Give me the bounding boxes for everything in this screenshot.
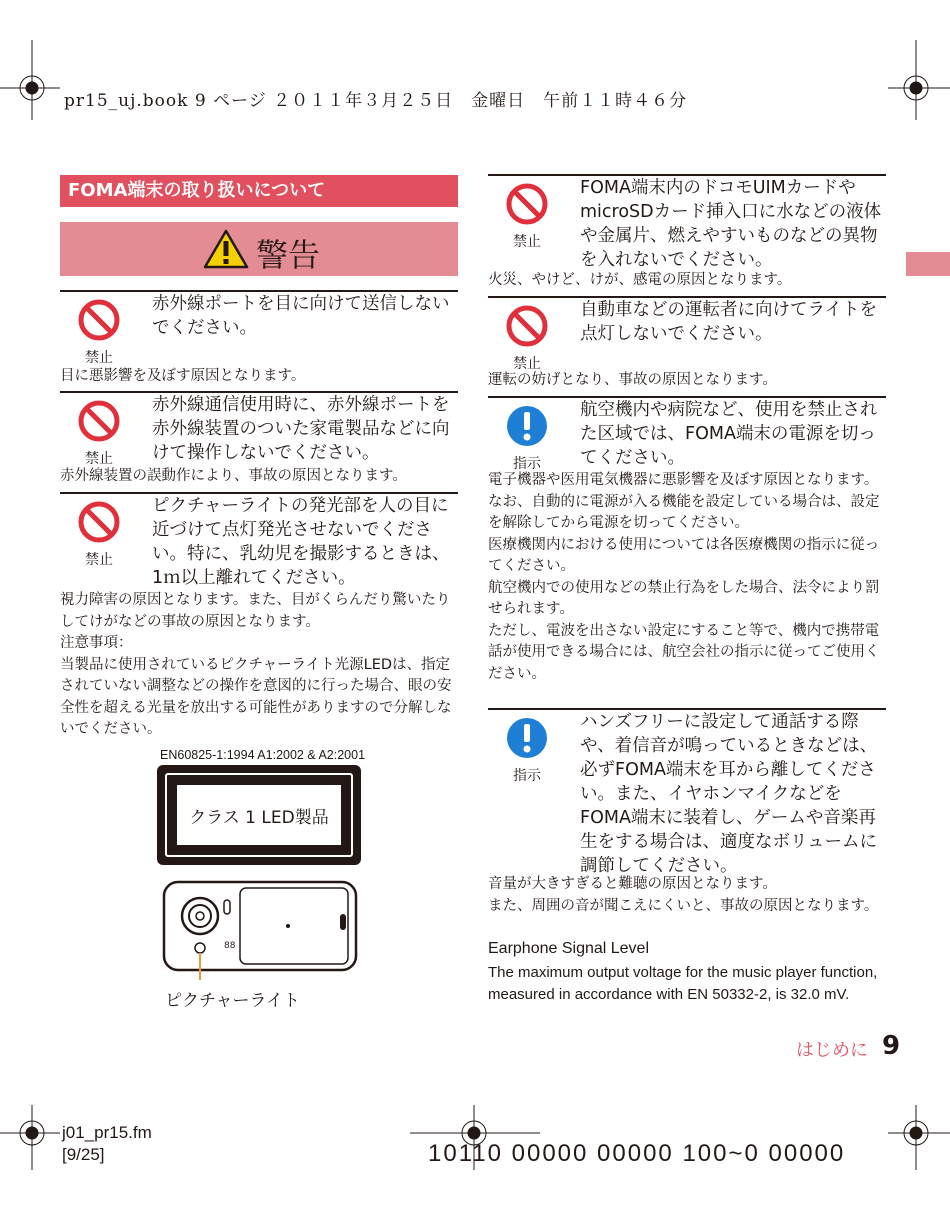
icon-label: 禁止	[85, 350, 113, 366]
icon-label: 禁止	[85, 451, 113, 467]
caution-heading: ハンズフリーに設定して通話する際や、着信音が鳴っているときなどは、必ずFOMA端末を耳から離してください。また、イヤホンマイクなどをFOMA端末に装着し、ゲームや音楽再生をする場合は、適度なボリュームに調節してください。	[580, 712, 878, 876]
caution-note: 運転の妨げとなり、事故の原因となります。	[488, 372, 777, 388]
footer-pages: [9/25]	[62, 1145, 105, 1164]
icon-label: 禁止	[513, 356, 541, 372]
caution-note	[488, 470, 888, 685]
caution-heading: 航空機内や病院など、使用を禁止された区域では、FOMA端末の電源を切ってください。	[580, 400, 878, 468]
note-line: 視力障害の原因となります。また、目がくらんだり驚いたりしてけがなどの事故の原因となります。	[60, 592, 451, 630]
caution-heading: 赤外線ポートを目に向けて送信しないでください。	[152, 294, 450, 338]
note-line: 電子機器や医用電気機器に悪影響を及ぼす原因となります。	[488, 472, 879, 488]
prohibition-icon	[505, 182, 549, 226]
prohibition-icon	[505, 304, 549, 348]
earphone-text: The maximum output voltage for the music player function, measured in accordance with EN 50332-2, is 32.0 mV.	[488, 964, 878, 1003]
caution-note: 赤外線装置の誤動作により、事故の原因となります。	[60, 468, 407, 484]
caution-heading: 自動車などの運転者に向けてライトを点灯しないでください。	[580, 300, 877, 344]
earphone-title: Earphone Signal Level	[488, 940, 650, 957]
laser-standard-text: EN60825-1:1994 A1:2002 & A2:2001	[160, 748, 366, 762]
caution-note: 火災、やけど、けが、感電の原因となります。	[488, 272, 792, 288]
note-line: また、周囲の音が聞こえにくいと、事故の原因となります。	[488, 897, 879, 914]
instruction-icon	[505, 404, 549, 448]
note-line: 注意事項：	[60, 635, 133, 651]
led-class-label	[157, 765, 361, 865]
caution-heading: ピクチャーライトの発光部を人の目に近づけて点灯発光させないでください。特に、乳幼児を撮影するときは、1ｍ以上離れてください。	[152, 496, 450, 588]
icon-label: 禁止	[85, 552, 113, 568]
chapter-tab	[906, 252, 950, 276]
prohibition-icon	[77, 399, 121, 443]
note-line: 医療機関内における使用については各医療機関の指示に従ってください。	[488, 536, 880, 574]
note-line: なお、自動的に電源が入る機能を設定している場合は、設定を解除してから電源を切ってください。	[488, 493, 880, 531]
footer-code: 10110 00000 00000 100~0 00000	[428, 1140, 846, 1167]
note-line: 航空機内での使用などの禁止行為をした場合、法令により罰せられます。	[488, 579, 880, 617]
instruction-icon	[505, 716, 549, 760]
note-line: ただし、電波を出さない設定にすること等で、機内で携帯電話が使用できる場合には、航空会社の指示に従ってご使用ください。	[488, 622, 880, 682]
page-number: 9	[882, 1031, 901, 1061]
picture-light-callout: ピクチャーライト	[165, 991, 300, 1011]
warning-label: 警告	[256, 236, 321, 274]
footer-file: j01_pr15.fm	[62, 1123, 152, 1142]
caution-note	[60, 590, 460, 741]
note-line: 音量が大きすぎると難聴の原因となります。	[488, 876, 777, 892]
warning-icon	[203, 229, 249, 269]
icon-label: 禁止	[513, 234, 541, 250]
caution-note: 目に悪影響を及ぼす原因となります。	[60, 368, 306, 384]
warning-banner	[60, 222, 458, 276]
icon-label: 指示	[513, 768, 541, 784]
caution-note	[488, 874, 888, 917]
print-header: pr15_uj.book 9 ページ ２０１１年３月２５日 金曜日 午前１１時４６分	[64, 91, 688, 111]
chapter-label: はじめに	[796, 1040, 868, 1061]
prohibition-icon	[77, 500, 121, 544]
phone-illustration	[160, 880, 360, 980]
prohibition-icon	[77, 298, 121, 342]
section-title: FOMA端末の取り扱いについて	[60, 175, 458, 207]
note-line: 当製品に使用されているピクチャーライト光源LEDは、指定されていない調整などの操作を意図的に行った場合、眼の安全性を超える光量を放出する可能性がありますので分解しないでください。	[60, 656, 452, 737]
led-class-text: クラス 1 LED製品	[189, 808, 329, 828]
caution-heading: 赤外線通信使用時に、赤外線ポートを赤外線装置のついた家電製品などに向けて操作しないでください。	[152, 395, 450, 463]
svg-text:88: 88	[224, 941, 236, 951]
print-footer	[62, 1122, 152, 1166]
caution-heading: FOMA端末内のドコモUIMカードやmicroSDカード挿入口に水などの液体や金属片、燃えやすいものなどの異物を入れないでください。	[580, 178, 882, 270]
icon-label: 指示	[513, 456, 541, 472]
